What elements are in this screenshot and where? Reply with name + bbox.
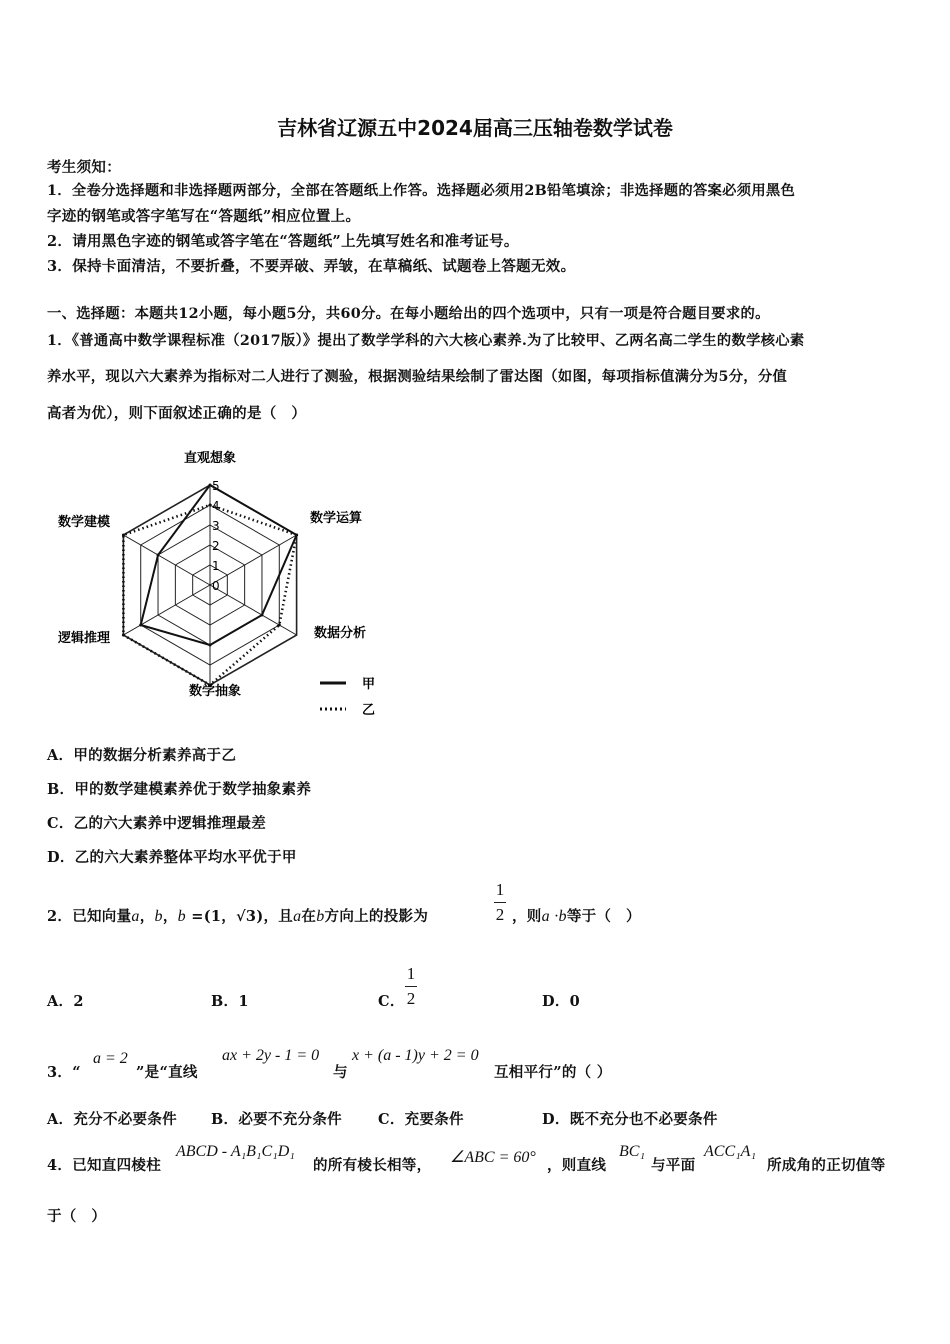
q3-suffix: 互相平行”的（ ） bbox=[494, 1064, 612, 1081]
point-甲-直观想象 bbox=[209, 484, 212, 487]
q2-option-c-fraction bbox=[405, 964, 417, 1009]
q1-line-3: 高者为优），则下面叙述正确的是（ ） bbox=[47, 405, 307, 422]
axis-label-直观想象: 直观想象 bbox=[183, 451, 237, 466]
tick-label-5: 5 bbox=[212, 479, 220, 493]
notice-line-1a: 1．全卷分选择题和非选择题两部分，全部在答题纸上作答。选择题必须用2B铅笔填涂；非选择题的答案必须用黑色 bbox=[47, 183, 796, 199]
axis-label-数学运算: 数学运算 bbox=[309, 511, 363, 526]
grid-spoke-4 bbox=[123, 585, 210, 635]
q4-mid: 的所有棱长相等， bbox=[313, 1157, 432, 1174]
q1-line-2: 养水平，现以六大素养为指标对二人进行了测验，根据测验结果绘制了雷达图（如图，每项指标值满分为5分，分值 bbox=[47, 369, 788, 385]
q2-vec: =(1，√3)， bbox=[185, 908, 279, 925]
tick-label-3: 3 bbox=[212, 519, 220, 533]
legend-label-yi: 乙 bbox=[362, 703, 376, 718]
q2-vector-b: b bbox=[154, 908, 163, 925]
q4-angle: ∠ABC = 60° bbox=[450, 1149, 536, 1166]
q2-vector-a2: a bbox=[293, 908, 302, 925]
q3-mid: ”是“直线 bbox=[136, 1064, 198, 1081]
q1-option-b: B．甲的数学建模素养优于数学抽象素养 bbox=[47, 781, 312, 798]
grid-spoke-2 bbox=[210, 585, 297, 635]
q2-cond: 且 bbox=[278, 908, 294, 925]
legend-label-jia: 甲 bbox=[362, 677, 376, 692]
q4-mid2: ，则直线 bbox=[547, 1157, 607, 1174]
point-甲-数据分析 bbox=[260, 614, 263, 617]
notice-line-1b: 字迹的钢笔或答字笔写在“答题纸”相应位置上。 bbox=[47, 208, 361, 225]
q3-line-2: x + (a - 1)y + 2 = 0 bbox=[352, 1047, 479, 1064]
radar-chart bbox=[40, 440, 400, 730]
notice-heading: 考生须知： bbox=[47, 159, 121, 176]
q3-option-d: D．既不充分也不必要条件 bbox=[542, 1111, 718, 1128]
q1-option-c: C．乙的六大素养中逻辑推理最差 bbox=[47, 815, 267, 832]
tick-label-4: 4 bbox=[212, 499, 220, 513]
q1-option-a: A．甲的数据分析素养高于乙 bbox=[47, 747, 237, 764]
axis-label-数据分析: 数据分析 bbox=[313, 626, 367, 641]
q3-and: 与 bbox=[333, 1064, 348, 1081]
q4-plane: ACC₁A₁ bbox=[704, 1143, 757, 1160]
radar-grid bbox=[123, 485, 296, 685]
q2-vector-b2: b bbox=[177, 908, 186, 925]
tick-label-0: 0 bbox=[212, 579, 220, 593]
section-heading: 一、选择题：本题共12小题，每小题5分，共60分。在每小题给出的四个选项中，只有一项是符合题目要求的。 bbox=[47, 306, 770, 322]
q2-frac-den: 2 bbox=[495, 905, 505, 924]
q3-option-b: B．必要不充分条件 bbox=[211, 1111, 342, 1128]
point-乙-直观想象 bbox=[209, 504, 212, 507]
point-乙-数学建模 bbox=[122, 534, 125, 537]
q2-mid: 在 bbox=[301, 908, 317, 925]
q2-mid2: 方向上的投影为 bbox=[324, 908, 429, 925]
grid-spoke-1 bbox=[210, 535, 297, 585]
axis-label-数学建模: 数学建模 bbox=[57, 515, 111, 530]
q2-option-d: D．0 bbox=[542, 993, 581, 1010]
tick-label-1: 1 bbox=[212, 559, 220, 573]
q2-sep2: ， bbox=[162, 908, 178, 925]
page-title: 吉林省辽源五中2024届高三压轴卷数学试卷 bbox=[277, 116, 673, 140]
point-甲-逻辑推理 bbox=[139, 624, 142, 627]
q3-option-c: C．充要条件 bbox=[378, 1111, 464, 1128]
q4-prefix: 4．已知直四棱柱 bbox=[47, 1157, 161, 1174]
q3-option-a: A．充分不必要条件 bbox=[47, 1111, 177, 1128]
axis-label-数学抽象: 数学抽象 bbox=[188, 684, 242, 699]
tick-label-2: 2 bbox=[212, 539, 220, 553]
q4-line-2: 于（ ） bbox=[47, 1208, 107, 1225]
q1-option-d: D．乙的六大素养整体平均水平优于甲 bbox=[47, 849, 297, 866]
q2-suffix1: ，则 bbox=[512, 908, 542, 925]
q2-stem bbox=[47, 905, 428, 926]
point-甲-数学建模 bbox=[157, 554, 160, 557]
q2-prefix: 2．已知向量 bbox=[47, 908, 132, 925]
q2-option-b: B．1 bbox=[211, 993, 249, 1010]
axis-label-逻辑推理: 逻辑推理 bbox=[57, 631, 111, 646]
point-乙-数学运算 bbox=[295, 534, 298, 537]
q2-vector-b3: b bbox=[316, 908, 325, 925]
q2-dot-product: a ·b bbox=[541, 908, 567, 925]
point-甲-数学抽象 bbox=[209, 644, 212, 647]
q2-option-a: A．2 bbox=[47, 993, 84, 1010]
point-乙-数据分析 bbox=[278, 624, 281, 627]
q2-frac-num: 1 bbox=[495, 880, 505, 899]
q2-sep1: ， bbox=[139, 908, 155, 925]
notice-line-3: 3．保持卡面清洁，不要折叠，不要弄破、弄皱，在草稿纸、试题卷上答题无效。 bbox=[47, 258, 576, 275]
q4-suffix: 所成角的正切值等 bbox=[767, 1157, 886, 1174]
point-乙-逻辑推理 bbox=[122, 634, 125, 637]
q2-optc-num: 1 bbox=[406, 964, 416, 983]
q1-line-1: 1．《普通高中数学课程标准（2017版）》提出了数学学科的六大核心素养.为了比较甲、乙两名高二学生的数学核心素 bbox=[47, 333, 805, 349]
q4-line: BC₁ bbox=[619, 1143, 646, 1160]
q2-suffix2: 等于（ ） bbox=[566, 908, 641, 925]
q3-condition: a = 2 bbox=[93, 1050, 128, 1067]
q4-prism: ABCD - A₁B₁C₁D₁ bbox=[176, 1143, 295, 1160]
q2-fraction bbox=[494, 880, 506, 925]
notice-line-2: 2．请用黑色字迹的钢笔或答字笔在“答题纸”上先填写姓名和准考证号。 bbox=[47, 233, 519, 250]
q4-mid3: 与平面 bbox=[651, 1157, 696, 1174]
q2-vector-a: a bbox=[131, 908, 140, 925]
q3-line-1: ax + 2y - 1 = 0 bbox=[222, 1047, 320, 1064]
q2-option-c: C． bbox=[378, 993, 405, 1010]
radar-ticks bbox=[212, 479, 220, 593]
q3-prefix: 3．“ bbox=[47, 1064, 81, 1081]
q2-optc-den: 2 bbox=[406, 989, 416, 1008]
